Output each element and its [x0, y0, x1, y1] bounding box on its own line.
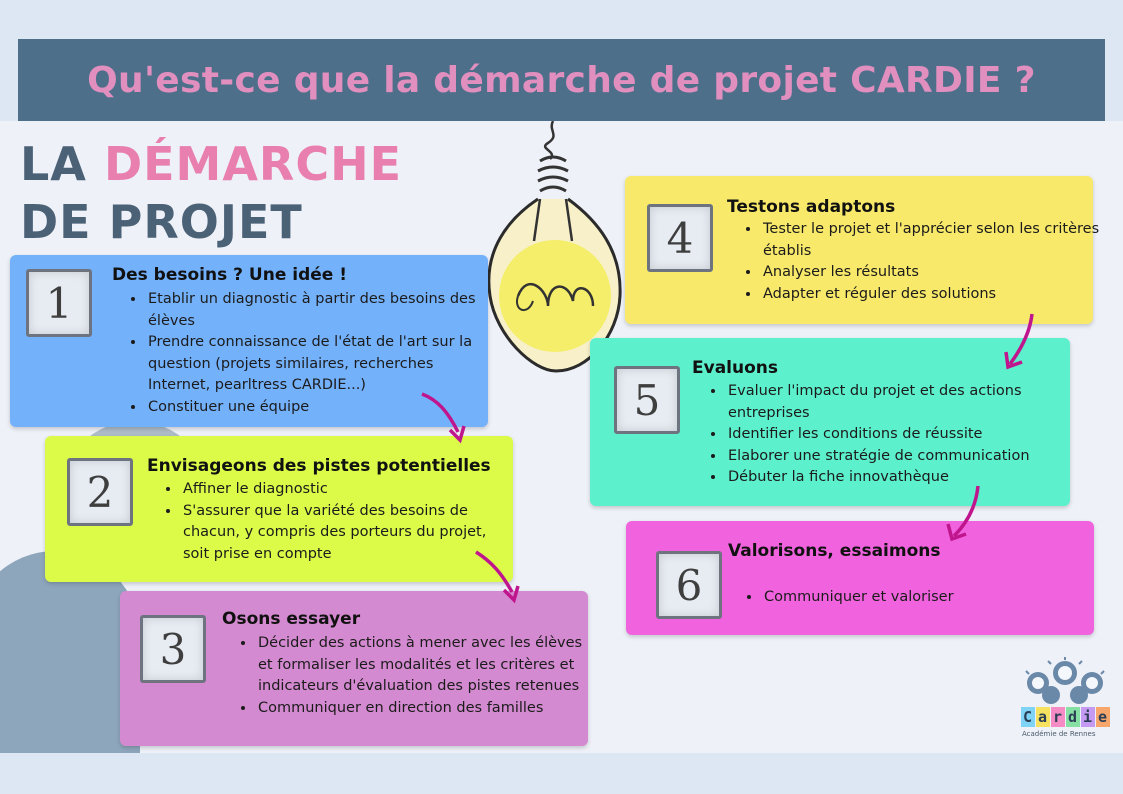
- logo-subtitle: Académie de Rennes: [1022, 730, 1096, 738]
- list-item: • Analyser les résultats: [761, 262, 1101, 284]
- step-title: Valorisons, essaimons: [728, 541, 941, 561]
- title-accent: DÉMARCHE: [103, 137, 403, 191]
- list-item: • Etablir un diagnostic à partir des besoins des élèves: [146, 289, 498, 332]
- step-number-badge: 4: [647, 204, 713, 272]
- step-list: [744, 587, 1097, 609]
- step-number-badge: 2: [67, 458, 133, 526]
- arrow-icon: [418, 390, 470, 446]
- arrow-icon: [942, 484, 986, 544]
- step-list: [163, 479, 516, 565]
- step-title: Envisageons des pistes potentielles: [147, 456, 491, 476]
- step-card-1: [10, 255, 488, 427]
- title-banner: [18, 39, 1105, 121]
- list-item: • Communiquer et valoriser: [762, 587, 1097, 609]
- list-item: • S'assurer que la variété des besoins de chacun, y compris des porteurs du projet, soit prise en compte: [181, 501, 516, 566]
- step-card-2: [45, 436, 513, 582]
- step-title: Evaluons: [692, 358, 778, 378]
- list-item: • Affiner le diagnostic: [181, 479, 516, 501]
- arrow-icon: [470, 548, 524, 606]
- step-title: Des besoins ? Une idée !: [112, 265, 348, 285]
- list-item: • Identifier les conditions de réussite: [726, 424, 1081, 446]
- step-list: [708, 381, 1081, 489]
- list-item: • Communiquer en direction des familles: [256, 698, 591, 720]
- logo-wordmark: C a r d i e: [1018, 707, 1112, 729]
- step-number-badge: 5: [614, 366, 680, 434]
- step-list: [238, 633, 591, 719]
- banner-title: Qu'est-ce que la démarche de projet CARDIE ?: [87, 59, 1036, 101]
- lightbulbs-logo-icon: [1018, 655, 1112, 709]
- list-item: • Tester le projet et l'apprécier selon les critères établis: [761, 219, 1101, 262]
- step-number-badge: 3: [140, 615, 206, 683]
- step-card-5: [590, 338, 1070, 506]
- step-card-6: [626, 521, 1094, 635]
- cardie-logo: [1018, 655, 1112, 741]
- list-item: • Débuter la fiche innovathèque: [726, 467, 1081, 489]
- page-title: LA DÉMARCHE DE PROJET: [20, 137, 403, 249]
- list-item: • Evaluer l'impact du projet et des actions entreprises: [726, 381, 1081, 424]
- step-number-badge: 1: [26, 269, 92, 337]
- step-title: Testons adaptons: [727, 197, 896, 217]
- step-title: Osons essayer: [222, 609, 361, 629]
- list-item: • Décider des actions à mener avec les élèves et formaliser les modalités et les critères et indicateurs d'évaluation des pistes retenues: [256, 633, 591, 698]
- step-list: [743, 219, 1101, 305]
- step-card-4: [625, 176, 1100, 324]
- list-item: • Adapter et réguler des solutions: [761, 284, 1101, 306]
- list-item: • Constituer une équipe: [146, 397, 498, 419]
- step-number-badge: 6: [656, 551, 722, 619]
- arrow-icon: [1000, 312, 1040, 372]
- step-card-3: [120, 591, 588, 746]
- list-item: • Prendre connaissance de l'état de l'art sur la question (projets similaires, recherches Internet, pearltress CARDIE...): [146, 332, 498, 397]
- list-item: • Elaborer une stratégie de communication: [726, 446, 1081, 468]
